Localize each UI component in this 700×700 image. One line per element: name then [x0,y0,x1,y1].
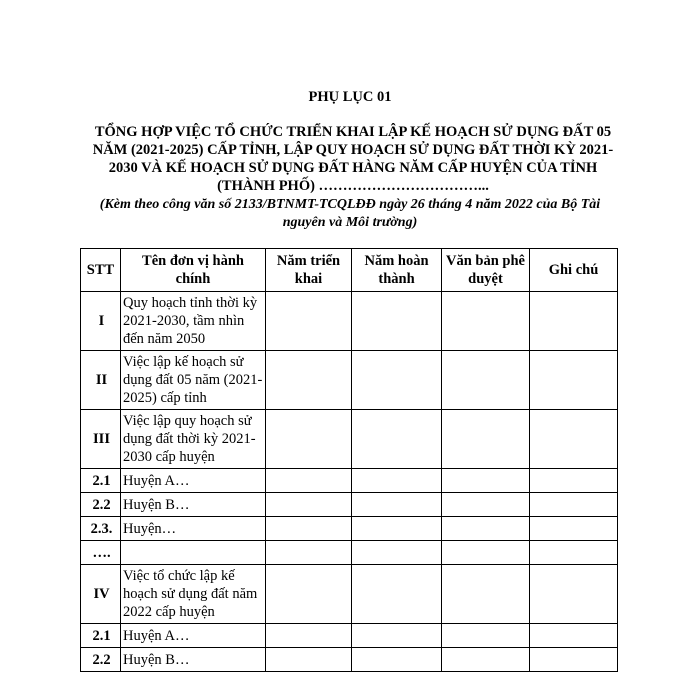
table-row [81,565,618,624]
row-cell [442,351,530,410]
row-cell [266,292,352,351]
table-row [81,410,618,469]
row-name: Huyện A… [121,624,266,648]
table-row [81,292,618,351]
row-cell [266,565,352,624]
row-cell [530,493,618,517]
row-stt: 2.1 [81,624,121,648]
row-name: Huyện A… [121,469,266,493]
row-cell [352,624,442,648]
row-name: Quy hoạch tỉnh thời kỳ 2021-2030, tầm nhìn đến năm 2050 [121,292,266,351]
row-cell [266,517,352,541]
row-name [121,541,266,565]
header-stt: STT [81,249,121,292]
row-cell [530,351,618,410]
document-title [88,123,618,195]
row-cell [442,565,530,624]
row-cell [352,648,442,672]
document-title-line: TỔNG HỢP VIỆC TỔ CHỨC TRIỂN KHAI LẬP KẾ HOẠCH SỬ DỤNG ĐẤT 05 [94,124,612,140]
row-cell [352,469,442,493]
row-name: Việc lập quy hoạch sử dụng đất thời kỳ 2021-2030 cấp huyện [121,410,266,469]
row-cell [442,292,530,351]
document-title-line: NĂM (2021-2025) CẤP TỈNH, LẬP QUY HOẠCH SỬ DỤNG ĐẤT THỜI KỲ 2021- [92,142,614,158]
row-cell [442,469,530,493]
table-row [81,351,618,410]
row-cell [530,624,618,648]
row-stt: III [81,410,121,469]
document-subtitle-line: (Kèm theo công văn số 2133/BTNMT-TCQLĐĐ ngày 26 tháng 4 năm 2022 của Bộ Tài [99,197,601,212]
row-cell [530,648,618,672]
row-stt: 2.2 [81,493,121,517]
row-cell [352,493,442,517]
row-cell [352,541,442,565]
table-row [81,648,618,672]
appendix-label: PHỤ LỤC 01 [308,89,392,105]
row-name: Việc lập kế hoạch sử dụng đất 05 năm (2021-2025) cấp tỉnh [121,351,266,410]
row-cell [530,541,618,565]
row-cell [352,410,442,469]
row-stt: 2.1 [81,469,121,493]
row-name: Huyện B… [121,648,266,672]
table-row [81,541,618,565]
row-cell [530,469,618,493]
row-cell [442,648,530,672]
row-cell [442,541,530,565]
document-title-line: (THÀNH PHỐ) ……………………………... [217,178,489,194]
header-approval-document: Văn bản phê duyệt [442,249,530,292]
header-start-year: Năm triển khai [266,249,352,292]
table-row [81,517,618,541]
row-cell [530,565,618,624]
document-title-line: 2030 VÀ KẾ HOẠCH SỬ DỤNG ĐẤT HÀNG NĂM CẤP HUYỆN CỦA TỈNH [108,160,598,176]
row-cell [530,410,618,469]
table-row [81,469,618,493]
row-cell [266,469,352,493]
table-row [81,493,618,517]
row-cell [266,624,352,648]
row-cell [352,565,442,624]
document-subtitle-line: nguyên và Môi trường) [282,215,418,230]
row-cell [442,493,530,517]
row-stt: I [81,292,121,351]
header-note: Ghi chú [530,249,618,292]
row-stt: …. [81,541,121,565]
header-unit-name: Tên đơn vị hành chính [121,249,266,292]
row-cell [530,292,618,351]
row-cell [266,541,352,565]
row-name: Việc tổ chức lập kế hoạch sử dụng đất năm 2022 cấp huyện [121,565,266,624]
row-cell [442,624,530,648]
row-cell [530,517,618,541]
header-end-year: Năm hoàn thành [352,249,442,292]
row-stt: 2.2 [81,648,121,672]
appendix-table [80,248,618,672]
document-subtitle [80,196,620,232]
row-cell [266,493,352,517]
row-cell [266,351,352,410]
row-cell [442,517,530,541]
row-cell [266,410,352,469]
table-header-row [81,249,618,292]
row-cell [442,410,530,469]
row-cell [352,351,442,410]
table-row [81,624,618,648]
row-cell [266,648,352,672]
row-stt: IV [81,565,121,624]
row-stt: 2.3. [81,517,121,541]
row-cell [352,517,442,541]
row-stt: II [81,351,121,410]
row-cell [352,292,442,351]
row-name: Huyện B… [121,493,266,517]
row-name: Huyện… [121,517,266,541]
